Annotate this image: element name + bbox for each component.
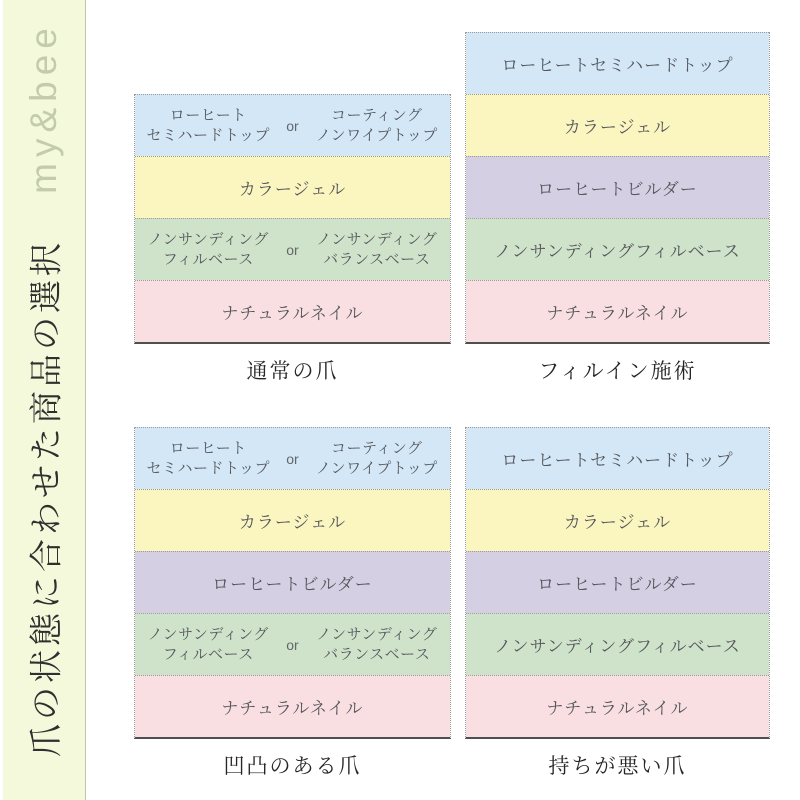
layer-builder <box>466 551 769 613</box>
product-option-left <box>141 625 276 665</box>
sidebar <box>3 0 86 800</box>
layer-natural-nail <box>466 280 769 342</box>
layer-base <box>466 613 769 675</box>
product-label: カラージェル <box>238 513 347 532</box>
product-label: ローヒートセミハードトップ <box>501 56 734 75</box>
layer-top-coat <box>466 32 769 94</box>
chart-caption: 持ちが悪い爪 <box>548 755 687 778</box>
product-option-right <box>310 439 445 479</box>
chart-caption: 通常の爪 <box>246 360 339 383</box>
or-label: or <box>286 636 299 653</box>
product-label: カラージェル <box>563 118 672 137</box>
layer-top-coat <box>135 427 450 489</box>
or-label: or <box>286 241 299 258</box>
product-label-line: コーティング <box>330 439 423 457</box>
product-option-right <box>310 230 445 270</box>
sidebar-title: 爪の状態に合わせた商品の選択 <box>27 239 65 757</box>
layer-stack <box>134 427 451 739</box>
layer-natural-nail <box>135 675 450 737</box>
product-label-line: ノンサンディング <box>147 625 269 643</box>
layer-color-gel <box>135 156 450 218</box>
chart-poor-retention-nail <box>465 427 770 780</box>
product-label: ナチュラルネイル <box>546 699 689 718</box>
layer-color-gel <box>466 94 769 156</box>
product-label: ノンサンディングフィルベース <box>494 637 741 656</box>
product-option-right <box>310 625 445 665</box>
layer-base <box>135 218 450 280</box>
product-label-line: ローヒート <box>169 106 247 124</box>
product-option-right <box>310 106 445 146</box>
product-label: ローヒートビルダー <box>537 180 698 199</box>
chart-uneven-nail <box>134 427 451 780</box>
product-label-line: ノンワイプトップ <box>315 459 438 477</box>
product-label-line: フィルベース <box>162 250 254 268</box>
chart-normal-nail <box>134 94 451 385</box>
product-label-line: バランスベース <box>323 250 431 268</box>
layer-stack <box>465 32 770 344</box>
layer-stack <box>465 427 770 739</box>
layer-natural-nail <box>466 675 769 737</box>
chart-caption: 凹凸のある爪 <box>223 755 362 778</box>
product-label-line: コーティング <box>330 106 423 124</box>
product-option-left <box>141 106 276 146</box>
product-label: ナチュラルネイル <box>546 304 689 323</box>
layer-builder <box>466 156 769 218</box>
product-label: カラージェル <box>238 180 347 199</box>
product-label-line: ノンサンディング <box>147 230 269 248</box>
product-label-line: ローヒート <box>169 439 247 457</box>
or-label: or <box>286 450 299 467</box>
product-option-left <box>141 230 276 270</box>
brand-logo: my&bee <box>23 22 64 194</box>
product-label-line: バランスベース <box>323 645 431 663</box>
product-label: ローヒートビルダー <box>537 575 698 594</box>
layer-top-coat <box>466 427 769 489</box>
product-label-line: フィルベース <box>162 645 254 663</box>
product-label: ナチュラルネイル <box>221 699 364 718</box>
or-label: or <box>286 117 299 134</box>
product-label-line: ノンサンディング <box>316 625 438 643</box>
layer-color-gel <box>466 489 769 551</box>
product-label-line: ノンサンディング <box>316 230 438 248</box>
product-label-line: セミハードトップ <box>146 126 271 144</box>
layer-stack <box>134 94 451 344</box>
chart-caption: フィルイン施術 <box>538 360 697 383</box>
layer-natural-nail <box>135 280 450 342</box>
layer-top-coat <box>135 94 450 156</box>
chart-fill-in-treatment <box>465 32 770 385</box>
layer-base <box>466 218 769 280</box>
product-label: ローヒートセミハードトップ <box>501 451 734 470</box>
product-label: カラージェル <box>563 513 672 532</box>
product-label-line: ノンワイプトップ <box>315 126 438 144</box>
product-label: ノンサンディングフィルベース <box>494 242 741 261</box>
layer-base <box>135 613 450 675</box>
layer-color-gel <box>135 489 450 551</box>
product-label-line: セミハードトップ <box>146 459 271 477</box>
product-label: ナチュラルネイル <box>221 304 364 323</box>
product-label: ローヒートビルダー <box>212 575 373 594</box>
product-option-left <box>141 439 276 479</box>
layer-builder <box>135 551 450 613</box>
